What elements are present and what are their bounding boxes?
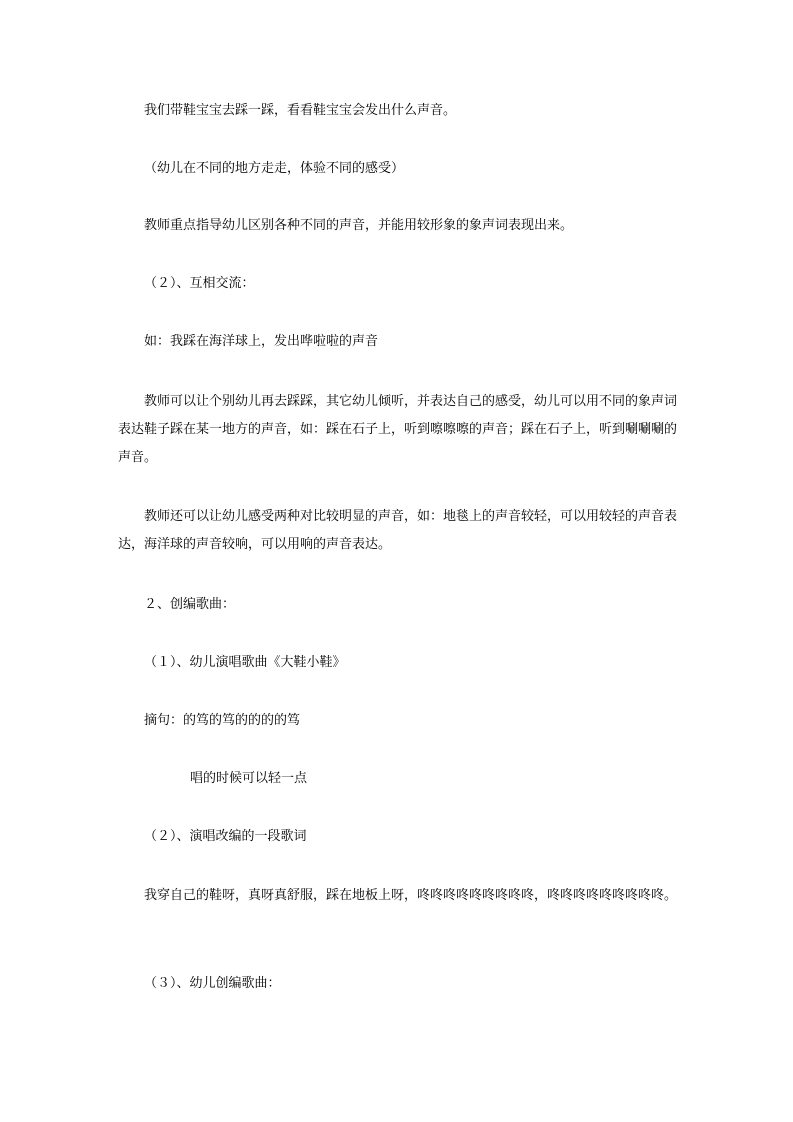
paragraph-teacher-contrast: 教师还可以让幼儿感受两种对比较明显的声音，如：地毯上的声音较轻，可以用较轻的声音表达，海洋球的声音较响，可以用响的声音表达。 <box>118 509 678 552</box>
heading-exchange: （２）、互相交流： <box>144 276 255 291</box>
heading-sing-adapted: （２）、演唱改编的一段歌词 <box>144 829 307 844</box>
paragraph-teacher-guidance: 教师重点指导幼儿区别各种不同的声音，并能用较形象的象声词表现出来。 <box>144 218 574 233</box>
heading-sing-song: （１）、幼儿演唱歌曲《大鞋小鞋》 <box>144 655 346 670</box>
paragraph-teacher-individual: 教师可以让个别幼儿再去踩踩，其它幼儿倾听，并表达自己的感受，幼儿可以用不同的象声词表达鞋子踩在某一地方的声音，如：踩在石子上，听到嚓嚓嚓的声音；踩在石子上，听到唰唰唰的声音。 <box>118 394 678 465</box>
paragraph-lyrics: 我穿自己的鞋呀，真呀真舒服，踩在地板上呀，咚咚咚咚咚咚咚咚咚，咚咚咚咚咚咚咚咚咚。 <box>144 888 678 903</box>
paragraph-excerpt: 摘句：的笃的笃的的的的笃 <box>144 713 301 728</box>
paragraph-intro: 我们带鞋宝宝去踩一踩，看看鞋宝宝会发出什么声音。 <box>144 103 457 118</box>
paragraph-activity-note: （幼儿在不同的地方走走，体验不同的感受） <box>144 161 405 176</box>
paragraph-excerpt-note: 唱的时候可以轻一点 <box>190 771 308 786</box>
heading-create-song: ２、创编歌曲： <box>144 597 236 612</box>
paragraph-example: 如：我踩在海洋球上，发出哗啦啦的声音 <box>144 334 379 349</box>
heading-child-create: （３）、幼儿创编歌曲： <box>144 976 281 991</box>
